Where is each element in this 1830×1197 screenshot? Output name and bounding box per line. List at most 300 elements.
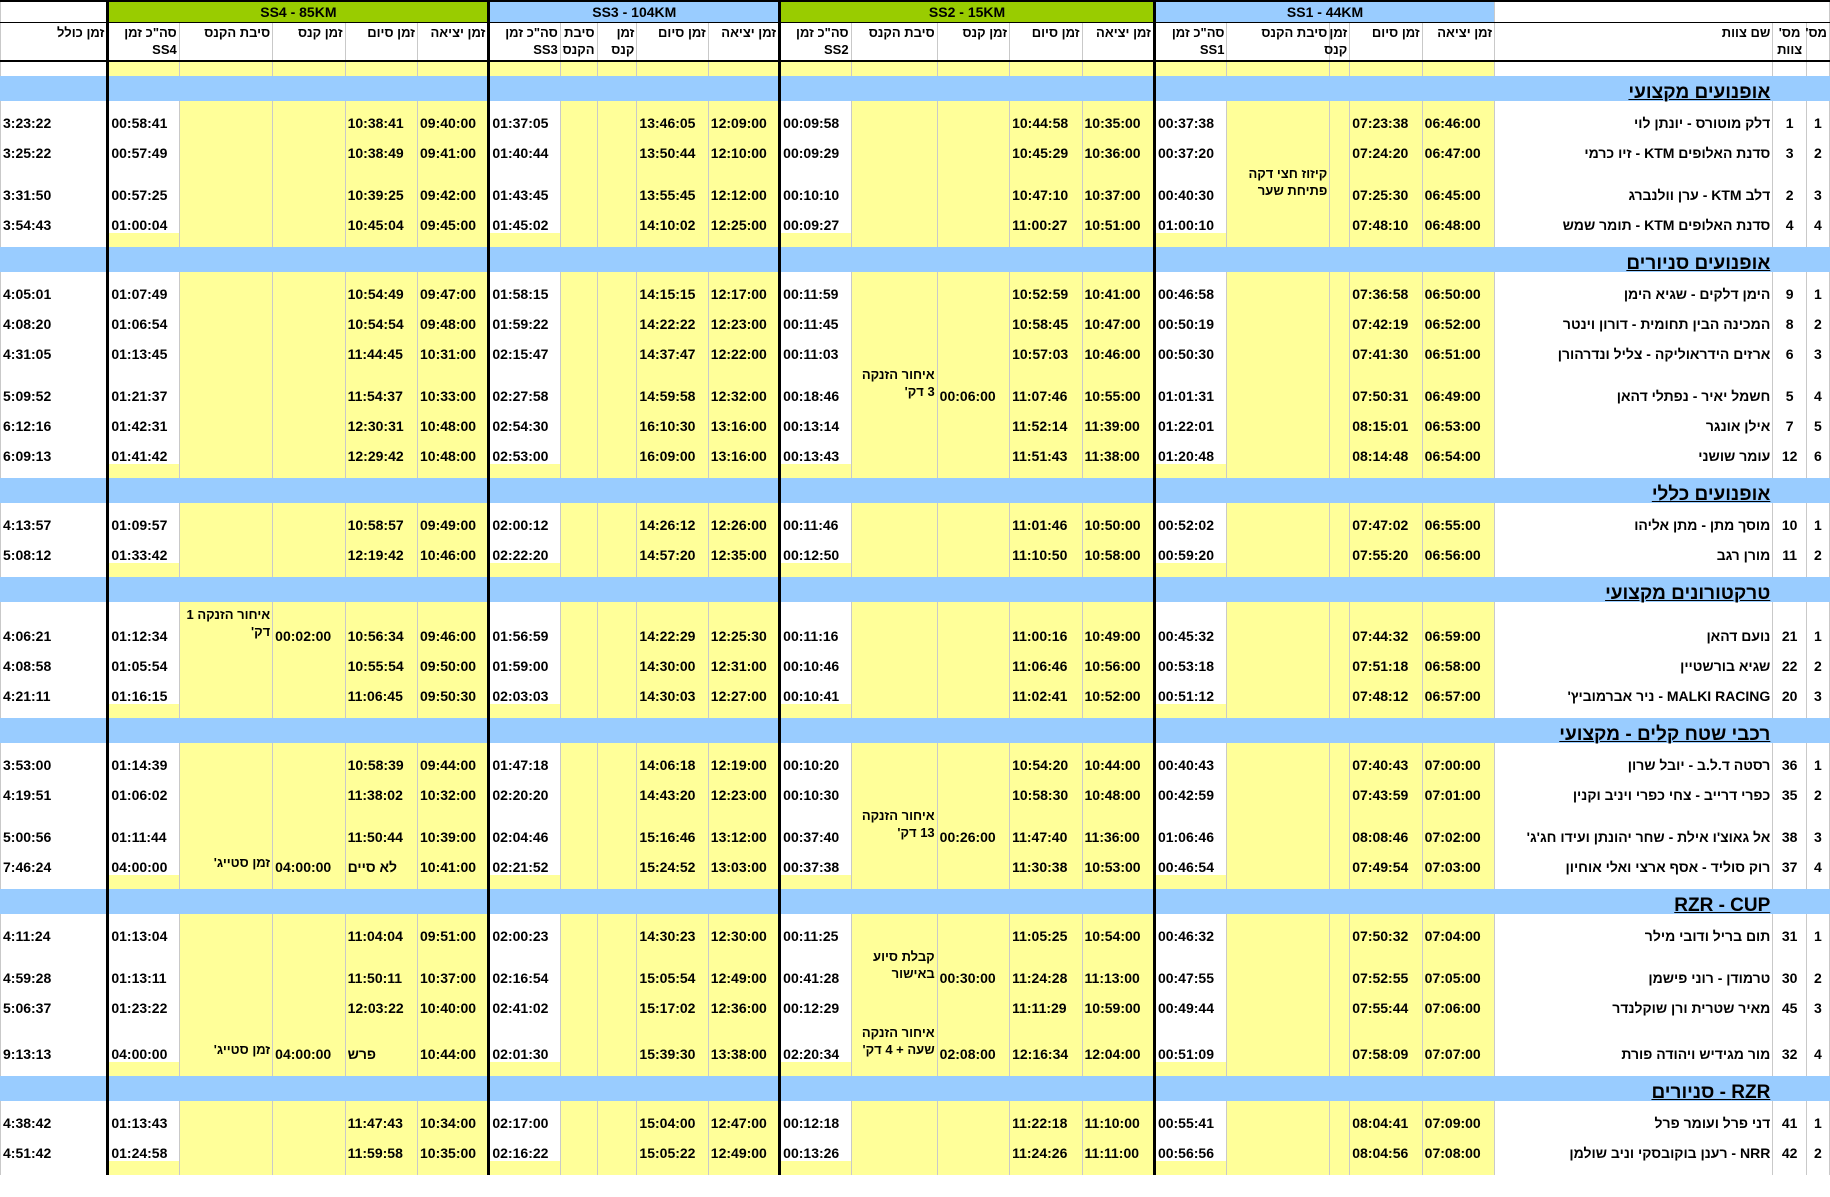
total-time-ss4: 01:06:54 <box>108 302 179 332</box>
penalty-time-ss1 <box>1330 404 1350 434</box>
team-name: המכינה הבין תחומית - דורון וינטר <box>1495 302 1773 332</box>
spacer-cell <box>937 233 1009 247</box>
result-row <box>1 272 1830 302</box>
spacer-cell <box>1422 1161 1494 1175</box>
penalty-time-ss2 <box>937 773 1009 803</box>
penalty-time-ss1 <box>1330 101 1350 131</box>
finish-time-ss1: 07:50:31 <box>1350 362 1422 404</box>
total-time-ss3: 01:59:00 <box>489 644 560 674</box>
team-name: מור מגידיש ויהודה פורת <box>1495 1016 1773 1062</box>
finish-time-ss3: 16:09:00 <box>637 434 708 464</box>
depart-time-ss4: 10:37:00 <box>418 944 489 986</box>
spacer-cell <box>108 1062 179 1076</box>
total-time-ss3: 02:04:46 <box>489 803 560 845</box>
penalty-time-ss3 <box>597 944 637 986</box>
total-time-ss3: 02:54:30 <box>489 404 560 434</box>
category-blank <box>345 478 417 503</box>
category-blank <box>1227 247 1330 272</box>
overall-time: 4:11:24 <box>1 914 108 944</box>
penalty-time-ss4: 00:02:00 <box>273 602 345 644</box>
finish-time-ss3: 14:30:23 <box>637 914 708 944</box>
penalty-time-ss3 <box>597 434 637 464</box>
spacer-row <box>1 563 1830 577</box>
category-blank <box>1806 76 1829 101</box>
row-index: 1 <box>1806 101 1829 131</box>
total-time-ss3: 01:47:18 <box>489 743 560 773</box>
depart-time-ss1: 06:56:00 <box>1422 533 1494 563</box>
spacer-cell <box>708 233 779 247</box>
penalty-reason-ss4 <box>179 161 272 203</box>
category-blank <box>560 577 597 602</box>
total-time-ss2: 00:37:40 <box>780 803 851 845</box>
depart-time-ss3: 12:12:00 <box>708 161 779 203</box>
total-time-ss1: 00:55:41 <box>1154 1101 1227 1131</box>
result-row <box>1 161 1830 203</box>
spacer-cell <box>418 704 489 718</box>
col-header-total-ss4: סה"כ זמן SS4 <box>108 23 179 62</box>
category-blank <box>489 718 560 743</box>
depart-time-ss1: 06:57:00 <box>1422 674 1494 704</box>
category-blank <box>1 247 108 272</box>
category-blank <box>1227 478 1330 503</box>
spacer-cell <box>1 464 108 478</box>
result-row <box>1 1016 1830 1062</box>
finish-time-ss2: 11:00:27 <box>1010 203 1082 233</box>
penalty-reason-ss1 <box>1227 644 1330 674</box>
total-time-ss2: 00:11:25 <box>780 914 851 944</box>
penalty-reason-ss4 <box>179 944 272 986</box>
penalty-time-ss4 <box>273 986 345 1016</box>
row-index: 1 <box>1806 272 1829 302</box>
spacer-cell <box>708 563 779 577</box>
spacer-cell <box>108 704 179 718</box>
depart-time-ss3: 12:23:00 <box>708 773 779 803</box>
finish-time-ss2: 11:10:50 <box>1010 533 1082 563</box>
row-index: 5 <box>1806 404 1829 434</box>
penalty-time-ss4 <box>273 362 345 404</box>
spacer-cell <box>1806 1062 1829 1076</box>
category-blank <box>1082 478 1154 503</box>
finish-time-ss2: 11:00:16 <box>1010 602 1082 644</box>
total-time-ss2: 00:09:29 <box>780 131 851 161</box>
total-time-ss1: 00:46:58 <box>1154 272 1227 302</box>
depart-time-ss3: 12:35:00 <box>708 533 779 563</box>
penalty-reason-ss1 <box>1227 1131 1330 1161</box>
col-header-penalty-ss1: זמן קנס <box>1330 23 1350 62</box>
team-name: מורן רגב <box>1495 533 1773 563</box>
category-blank <box>1806 577 1829 602</box>
finish-time-ss2: 11:24:28 <box>1010 944 1082 986</box>
category-blank <box>1154 478 1227 503</box>
depart-time-ss2: 11:36:00 <box>1082 803 1154 845</box>
category-blank <box>1010 76 1082 101</box>
depart-time-ss2: 10:41:00 <box>1082 272 1154 302</box>
overall-time: 4:08:20 <box>1 302 108 332</box>
spacer-cell <box>560 61 597 76</box>
depart-time-ss1: 06:51:00 <box>1422 332 1494 362</box>
overall-time: 4:08:58 <box>1 644 108 674</box>
team-number: 6 <box>1773 332 1807 362</box>
penalty-reason-ss1 <box>1227 362 1330 404</box>
category-blank <box>1806 478 1829 503</box>
penalty-time-ss2 <box>937 533 1009 563</box>
depart-time-ss2: 10:50:00 <box>1082 503 1154 533</box>
depart-time-ss3: 12:27:00 <box>708 674 779 704</box>
team-name: מאיר שטרית ורן שוקלנדר <box>1495 986 1773 1016</box>
spacer-cell <box>937 464 1009 478</box>
category-blank <box>637 718 708 743</box>
spacer-cell <box>560 563 597 577</box>
spacer-cell <box>108 875 179 889</box>
category-blank <box>273 1076 345 1101</box>
finish-time-ss4: 10:55:54 <box>345 644 417 674</box>
depart-time-ss3: 12:26:00 <box>708 503 779 533</box>
spacer-cell <box>1 1062 108 1076</box>
result-row <box>1 332 1830 362</box>
penalty-reason-ss2 <box>851 302 937 332</box>
total-time-ss1: 00:52:02 <box>1154 503 1227 533</box>
spacer-cell <box>489 464 560 478</box>
spacer-cell <box>1806 704 1829 718</box>
depart-time-ss2: 10:37:00 <box>1082 161 1154 203</box>
category-blank <box>1154 1076 1227 1101</box>
category-blank <box>418 577 489 602</box>
stage-header-ss3: SS3 - 104KM <box>489 1 780 23</box>
penalty-reason-ss1 <box>1227 533 1330 563</box>
category-blank <box>1 889 108 914</box>
finish-time-ss1: 07:42:19 <box>1350 302 1422 332</box>
category-blank <box>273 478 345 503</box>
penalty-time-ss2 <box>937 272 1009 302</box>
category-blank <box>1773 889 1807 914</box>
depart-time-ss1: 06:58:00 <box>1422 644 1494 674</box>
penalty-reason-ss3 <box>560 1131 597 1161</box>
col-header-depart-ss2: זמן יציאה <box>1082 23 1154 62</box>
spacer-cell <box>1773 233 1807 247</box>
team-name: מוסך מתן - מתן אליהו <box>1495 503 1773 533</box>
penalty-reason-ss3 <box>560 101 597 131</box>
penalty-time-ss4 <box>273 944 345 986</box>
total-time-ss2: 00:11:16 <box>780 602 851 644</box>
category-blank <box>345 1076 417 1101</box>
team-name: אילן אונגר <box>1495 404 1773 434</box>
team-number: 21 <box>1773 602 1807 644</box>
spacer-cell <box>780 1062 851 1076</box>
total-time-ss4: 01:13:45 <box>108 332 179 362</box>
col-header-finish-ss1: זמן סיום <box>1350 23 1422 62</box>
category-blank <box>1330 1076 1350 1101</box>
spacer-row <box>1 233 1830 247</box>
depart-time-ss2: 10:53:00 <box>1082 845 1154 875</box>
category-blank <box>708 76 779 101</box>
total-time-ss2: 00:10:10 <box>780 161 851 203</box>
spacer-cell <box>489 61 560 76</box>
spacer-cell <box>1082 464 1154 478</box>
penalty-reason-ss4 <box>179 332 272 362</box>
penalty-reason-ss4 <box>179 674 272 704</box>
overall-time: 4:05:01 <box>1 272 108 302</box>
depart-time-ss2: 10:51:00 <box>1082 203 1154 233</box>
total-time-ss2: 00:12:18 <box>780 1101 851 1131</box>
spacer-cell <box>1330 61 1350 76</box>
category-blank <box>597 247 637 272</box>
row-index: 2 <box>1806 644 1829 674</box>
spacer-cell <box>1154 464 1227 478</box>
penalty-reason-ss1 <box>1227 503 1330 533</box>
penalty-reason-ss1 <box>1227 602 1330 644</box>
penalty-time-ss2 <box>937 914 1009 944</box>
row-index: 1 <box>1806 743 1829 773</box>
penalty-reason-ss4 <box>179 203 272 233</box>
col-header-total-ss3: סה"כ זמן SS3 <box>489 23 560 62</box>
category-blank <box>1082 76 1154 101</box>
penalty-time-ss1 <box>1330 803 1350 845</box>
depart-time-ss4: 09:47:00 <box>418 272 489 302</box>
spacer-cell <box>937 61 1009 76</box>
penalty-time-ss3 <box>597 302 637 332</box>
category-blank <box>1154 718 1227 743</box>
penalty-reason-ss2 <box>851 404 937 434</box>
penalty-time-ss1 <box>1330 674 1350 704</box>
team-name: MALKI RACING - ניר אברמוביץ' <box>1495 674 1773 704</box>
category-blank <box>560 889 597 914</box>
penalty-reason-ss4 <box>179 503 272 533</box>
total-time-ss1: 00:56:56 <box>1154 1131 1227 1161</box>
total-time-ss4: 01:33:42 <box>108 533 179 563</box>
overall-time: 3:25:22 <box>1 131 108 161</box>
finish-time-ss3: 14:37:47 <box>637 332 708 362</box>
penalty-time-ss2: 00:26:00 <box>937 803 1009 845</box>
penalty-reason-ss1: קיזוז חצי דקה פתיחת שער <box>1227 161 1330 203</box>
penalty-time-ss4 <box>273 773 345 803</box>
result-row <box>1 434 1830 464</box>
overall-time: 3:54:43 <box>1 203 108 233</box>
category-blank <box>1010 1076 1082 1101</box>
category-blank <box>1773 577 1807 602</box>
total-time-ss2: 00:18:46 <box>780 362 851 404</box>
finish-time-ss2: 11:51:43 <box>1010 434 1082 464</box>
finish-time-ss1: 07:50:32 <box>1350 914 1422 944</box>
spacer-cell <box>851 875 937 889</box>
team-number: 7 <box>1773 404 1807 434</box>
penalty-time-ss2 <box>937 674 1009 704</box>
penalty-time-ss1 <box>1330 302 1350 332</box>
finish-time-ss4: 11:04:04 <box>345 914 417 944</box>
penalty-reason-ss1 <box>1227 986 1330 1016</box>
penalty-time-ss4: 04:00:00 <box>273 1016 345 1062</box>
category-blank <box>637 1076 708 1101</box>
spacer-cell <box>179 61 272 76</box>
penalty-reason-ss2 <box>851 101 937 131</box>
finish-time-ss3: 15:04:00 <box>637 1101 708 1131</box>
spacer-cell <box>780 875 851 889</box>
category-row <box>1 889 1830 914</box>
result-row <box>1 644 1830 674</box>
team-number: 38 <box>1773 803 1807 845</box>
depart-time-ss1: 07:09:00 <box>1422 1101 1494 1131</box>
depart-time-ss4: 09:42:00 <box>418 161 489 203</box>
penalty-reason-ss3 <box>560 161 597 203</box>
penalty-reason-ss3 <box>560 743 597 773</box>
finish-time-ss4: 12:19:42 <box>345 533 417 563</box>
category-blank <box>108 478 179 503</box>
spacer-cell <box>1422 1062 1494 1076</box>
penalty-time-ss2 <box>937 302 1009 332</box>
total-time-ss1: 00:40:43 <box>1154 743 1227 773</box>
spacer-cell <box>108 563 179 577</box>
row-index: 1 <box>1806 914 1829 944</box>
category-blank <box>1082 577 1154 602</box>
spacer-cell <box>560 704 597 718</box>
penalty-time-ss2: 00:30:00 <box>937 944 1009 986</box>
result-row <box>1 404 1830 434</box>
row-index: 1 <box>1806 503 1829 533</box>
team-name: שגיא בורשטיין <box>1495 644 1773 674</box>
finish-time-ss1: 08:08:46 <box>1350 803 1422 845</box>
team-name: טרמודן - רוני פישמן <box>1495 944 1773 986</box>
total-time-ss3: 02:41:02 <box>489 986 560 1016</box>
row-index: 2 <box>1806 944 1829 986</box>
depart-time-ss1: 06:52:00 <box>1422 302 1494 332</box>
team-number: 30 <box>1773 944 1807 986</box>
penalty-reason-ss3 <box>560 131 597 161</box>
category-title: אופנועים סניורים <box>1350 247 1773 272</box>
penalty-time-ss1 <box>1330 944 1350 986</box>
finish-time-ss1: 07:43:59 <box>1350 773 1422 803</box>
spacer-cell <box>1227 1161 1330 1175</box>
spacer-cell <box>851 61 937 76</box>
total-time-ss3: 01:59:22 <box>489 302 560 332</box>
total-time-ss2: 00:13:26 <box>780 1131 851 1161</box>
total-time-ss4: 01:13:04 <box>108 914 179 944</box>
depart-time-ss1: 07:07:00 <box>1422 1016 1494 1062</box>
finish-time-ss2: 12:16:34 <box>1010 1016 1082 1062</box>
category-blank <box>1082 889 1154 914</box>
penalty-time-ss2 <box>937 404 1009 434</box>
team-number: 1 <box>1773 101 1807 131</box>
category-blank <box>345 247 417 272</box>
spacer-cell <box>1495 464 1773 478</box>
spacer-cell <box>108 61 179 76</box>
spacer-cell <box>1495 233 1773 247</box>
penalty-reason-ss1 <box>1227 131 1330 161</box>
total-time-ss2: 00:09:27 <box>780 203 851 233</box>
penalty-time-ss4 <box>273 533 345 563</box>
penalty-time-ss2: 02:08:00 <box>937 1016 1009 1062</box>
total-time-ss4: 01:13:11 <box>108 944 179 986</box>
overall-time: 3:23:22 <box>1 101 108 131</box>
penalty-reason-ss3 <box>560 1101 597 1131</box>
spacer-cell <box>1082 563 1154 577</box>
col-header-finish-ss2: זמן סיום <box>1010 23 1082 62</box>
total-time-ss2: 00:11:03 <box>780 332 851 362</box>
depart-time-ss3: 13:12:00 <box>708 803 779 845</box>
category-blank <box>597 889 637 914</box>
penalty-time-ss4 <box>273 272 345 302</box>
category-blank <box>179 247 272 272</box>
total-time-ss4: 01:16:15 <box>108 674 179 704</box>
overall-time: 5:08:12 <box>1 533 108 563</box>
spacer-cell <box>1082 61 1154 76</box>
overall-time: 4:13:57 <box>1 503 108 533</box>
depart-time-ss1: 06:47:00 <box>1422 131 1494 161</box>
spacer-cell <box>1154 1062 1227 1076</box>
spacer-cell <box>273 563 345 577</box>
penalty-reason-ss4 <box>179 1101 272 1131</box>
finish-time-ss2: 11:47:40 <box>1010 803 1082 845</box>
team-number: 45 <box>1773 986 1807 1016</box>
spacer-cell <box>345 233 417 247</box>
spacer-cell <box>1082 1161 1154 1175</box>
finish-time-ss4: 11:06:45 <box>345 674 417 704</box>
team-number: 2 <box>1773 161 1807 203</box>
row-index: 3 <box>1806 986 1829 1016</box>
penalty-reason-ss1 <box>1227 404 1330 434</box>
penalty-reason-ss2 <box>851 332 937 362</box>
penalty-time-ss4 <box>273 101 345 131</box>
category-blank <box>851 577 937 602</box>
spacer-cell <box>1495 1161 1773 1175</box>
penalty-time-ss2 <box>937 203 1009 233</box>
penalty-reason-ss4 <box>179 272 272 302</box>
team-name: כפרי דרייב - צחי כפרי ויניב וקנין <box>1495 773 1773 803</box>
finish-time-ss3: 14:26:12 <box>637 503 708 533</box>
spacer-cell <box>708 61 779 76</box>
depart-time-ss1: 07:00:00 <box>1422 743 1494 773</box>
total-time-ss3: 01:37:05 <box>489 101 560 131</box>
penalty-time-ss3 <box>597 161 637 203</box>
penalty-reason-ss2 <box>851 203 937 233</box>
depart-time-ss4: 10:31:00 <box>418 332 489 362</box>
spacer-cell <box>937 563 1009 577</box>
total-time-ss2: 00:11:45 <box>780 302 851 332</box>
category-blank <box>345 889 417 914</box>
spacer-cell <box>637 233 708 247</box>
penalty-time-ss3 <box>597 404 637 434</box>
finish-time-ss4: פרש <box>345 1016 417 1062</box>
category-row <box>1 577 1830 602</box>
finish-time-ss4: 10:38:41 <box>345 101 417 131</box>
penalty-reason-ss3 <box>560 944 597 986</box>
col-header-depart-ss4: זמן יציאה <box>418 23 489 62</box>
finish-time-ss4: 10:38:49 <box>345 131 417 161</box>
penalty-time-ss1 <box>1330 503 1350 533</box>
finish-time-ss4: 10:54:54 <box>345 302 417 332</box>
penalty-reason-ss1 <box>1227 302 1330 332</box>
category-blank <box>637 478 708 503</box>
depart-time-ss2: 10:44:00 <box>1082 743 1154 773</box>
spacer-cell <box>637 875 708 889</box>
spacer-cell <box>1495 1062 1773 1076</box>
spacer-cell <box>273 875 345 889</box>
depart-time-ss2: 11:11:00 <box>1082 1131 1154 1161</box>
penalty-time-ss4 <box>273 1101 345 1131</box>
category-blank <box>179 577 272 602</box>
finish-time-ss2: 11:11:29 <box>1010 986 1082 1016</box>
total-time-ss2: 00:37:38 <box>780 845 851 875</box>
team-number: 37 <box>1773 845 1807 875</box>
depart-time-ss3: 12:25:00 <box>708 203 779 233</box>
finish-time-ss1: 07:55:20 <box>1350 533 1422 563</box>
col-header-total-ss2: סה"כ זמן SS2 <box>780 23 851 62</box>
category-blank <box>637 76 708 101</box>
penalty-reason-ss4 <box>179 1131 272 1161</box>
total-time-ss4: 04:00:00 <box>108 1016 179 1062</box>
team-number: 11 <box>1773 533 1807 563</box>
total-time-ss3: 02:00:12 <box>489 503 560 533</box>
spacer-cell <box>780 1161 851 1175</box>
finish-time-ss3: 15:05:54 <box>637 944 708 986</box>
